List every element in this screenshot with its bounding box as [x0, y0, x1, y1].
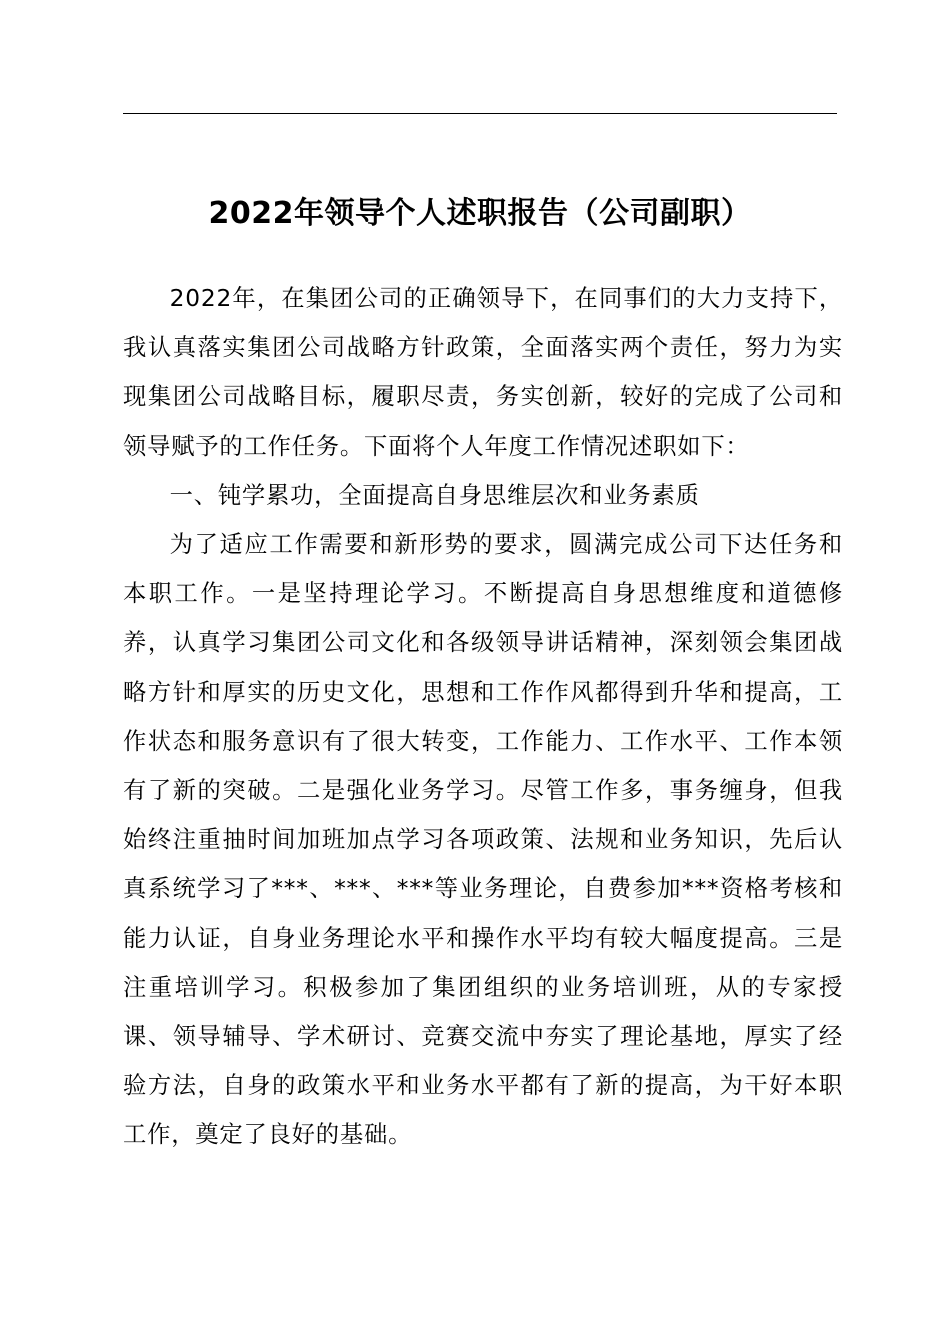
header-rule	[123, 113, 837, 114]
section-heading-1: 一、钝学累功，全面提高自身思维层次和业务素质	[169, 481, 700, 509]
document-title: 2022年领导个人述职报告（公司副职）	[208, 196, 752, 232]
section-1-paragraph: 为了适应工作需要和新形势的要求，圆满完成公司下达任务和本职工作。一是坚持理论学习。不断提高自身思想维度和道德修养，认真学习集团公司文化和各级领导讲话精神，深刻领会集团战略方针和厚实的历史文化，思想和工作作风都得到升华和提高，工作状态和服务意识有了很大转变，工作能力、工作水平、工作本领有了新的突破。二是强化业务学习。尽管工作多，事务缠身，但我始终注重抽时间加班加点学习各项政策、法规和业务知识，先后认真系统学习了***、***、***等业务理论，自费参加***资格考核和能力认证，自身业务理论水平和操作水平均有较大幅度提高。三是注重培训学习。积极参加了集团组织的业务培训班，从的专家授课、领导辅导、学术研讨、竞赛交流中夯实了理论基地，厚实了经验方法，自身的政策水平和业务水平都有了新的提高，为干好本职工作，奠定了良好的基础。	[123, 531, 843, 1149]
document-body	[123, 274, 843, 1160]
intro-paragraph: 2022年，在集团公司的正确领导下，在同事们的大力支持下，我认真落实集团公司战略方针政策，全面落实两个责任，努力为实现集团公司战略目标，履职尽责，务实创新，较好的完成了公司和领导赋予的工作任务。下面将个人年度工作情况述职如下：	[123, 285, 843, 460]
